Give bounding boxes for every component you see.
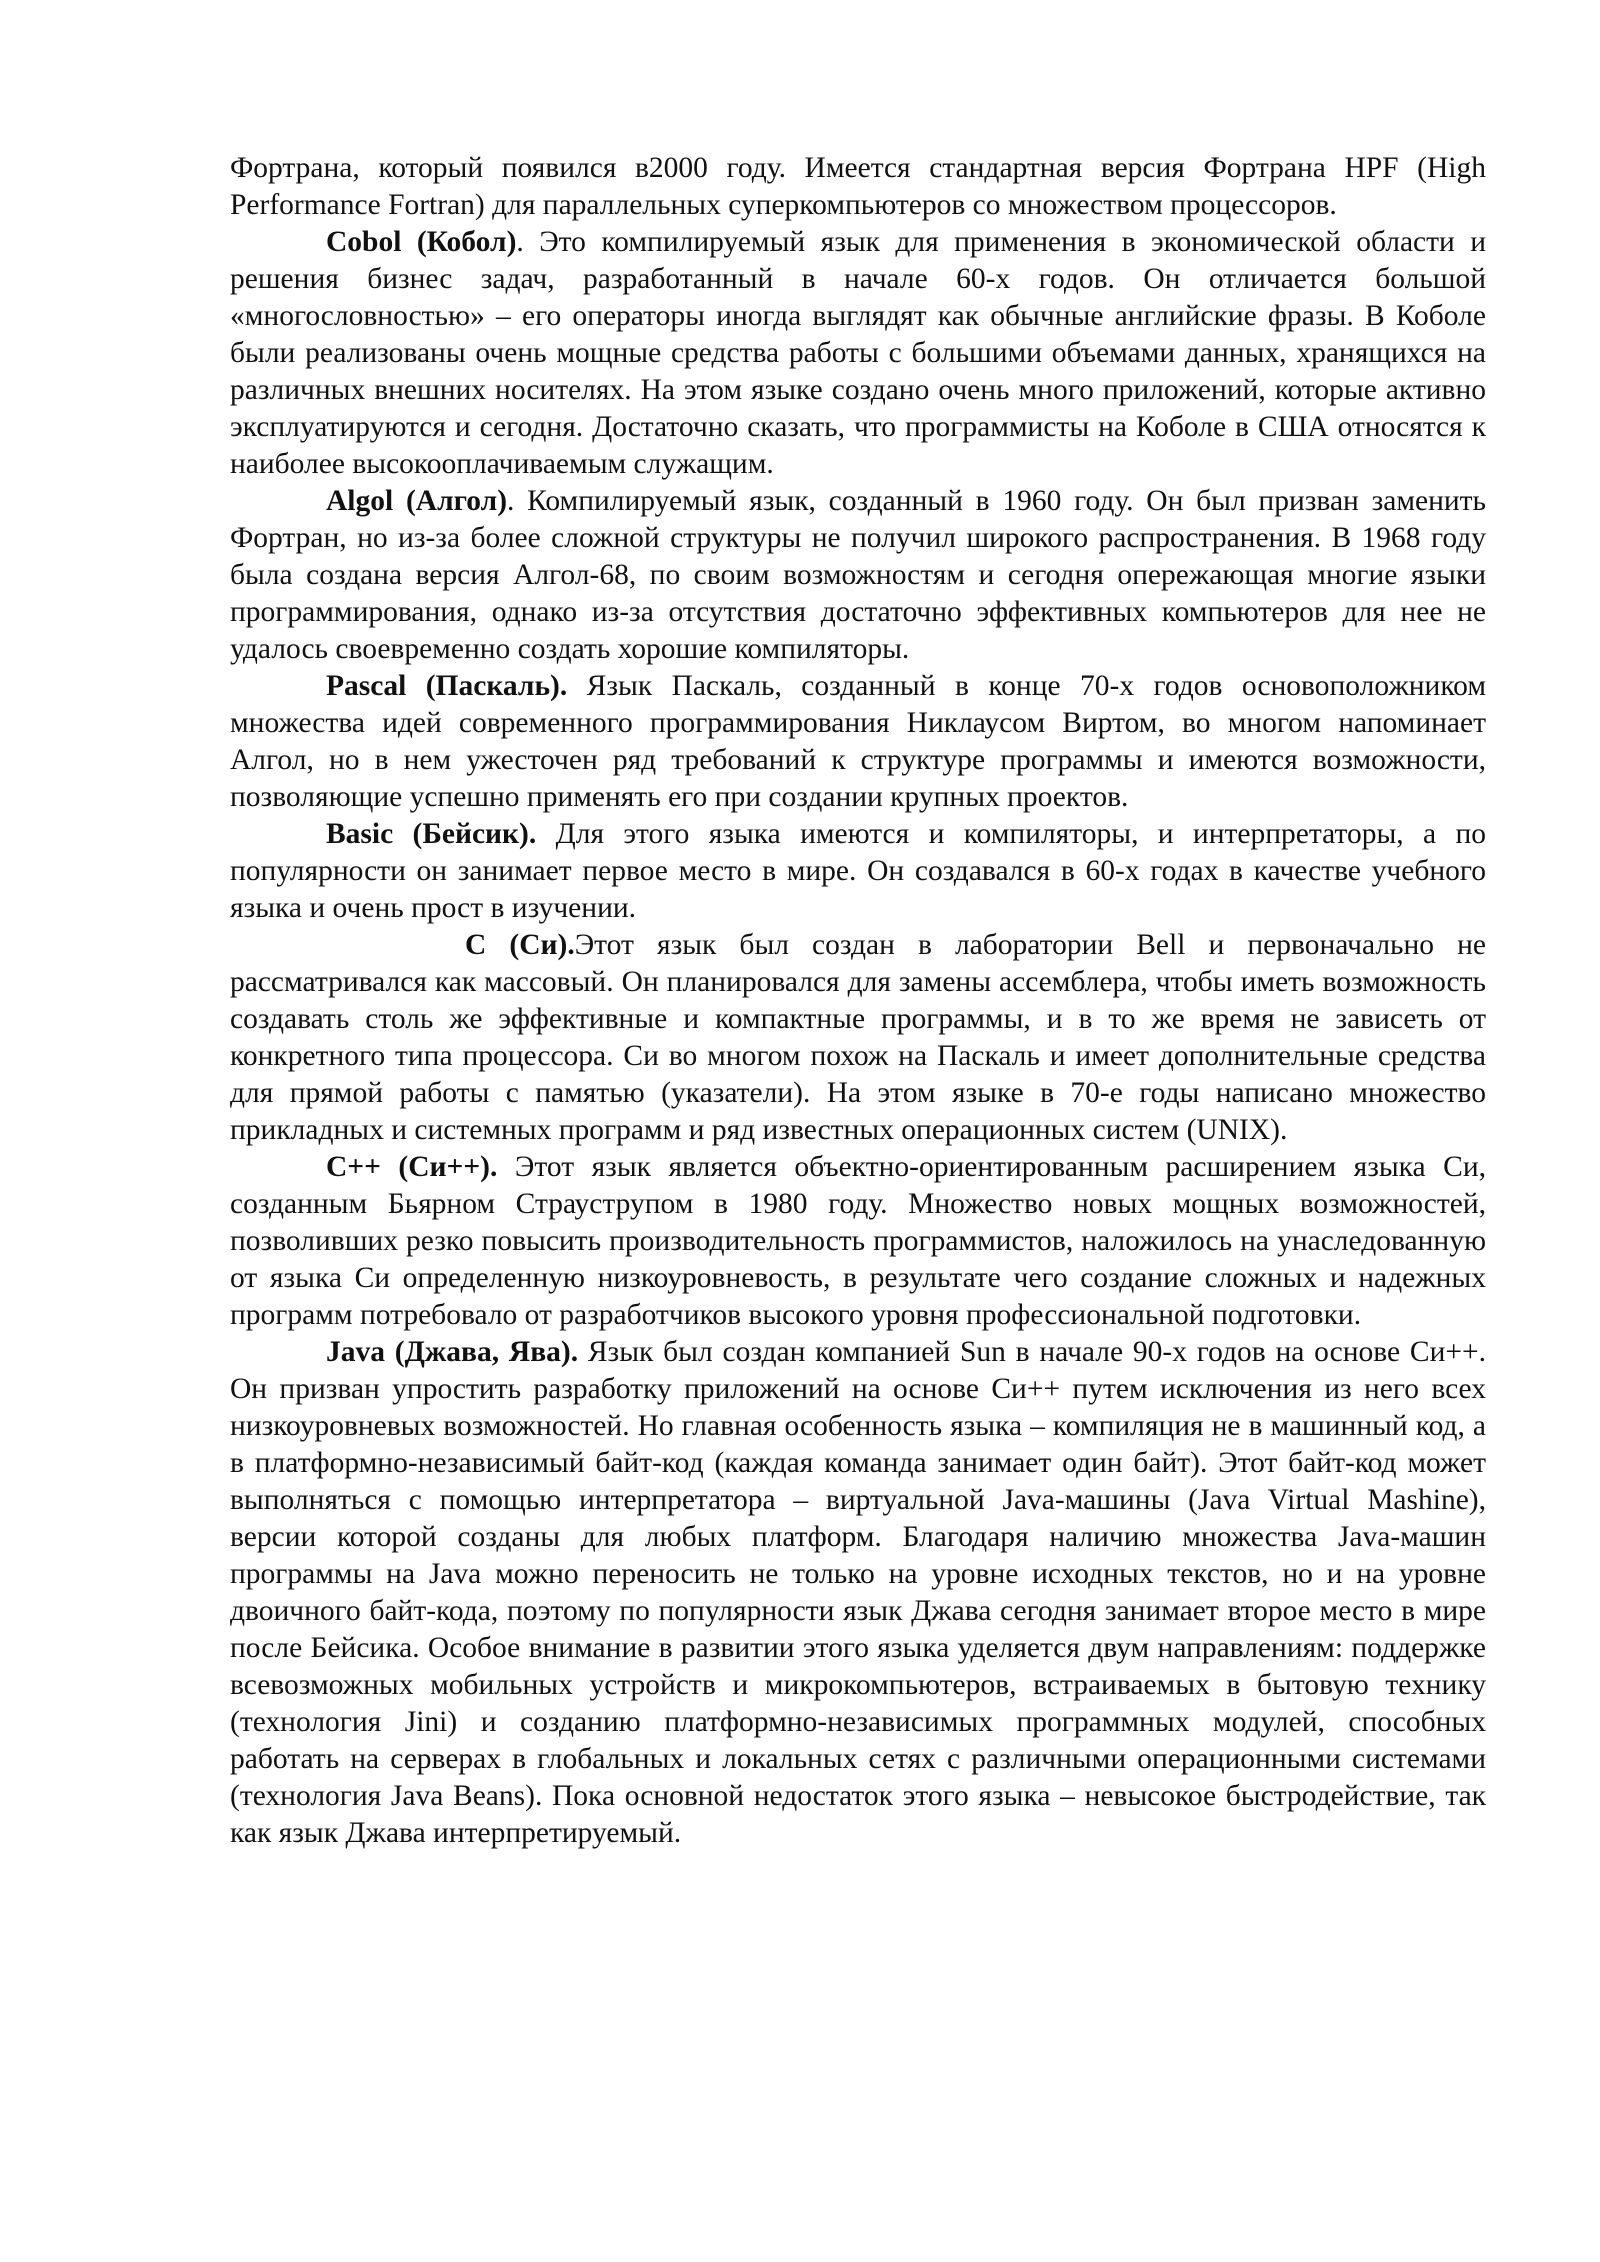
paragraph-c <box>230 927 1486 1149</box>
paragraph-basic <box>230 816 1486 927</box>
paragraph-text: Язык Паскаль, созданный в конце 70-х годов основоположником множества идей современного программирования Никлаусом Виртом, во многом напоминает Алгол, но в нем ужесточен ряд требований к структуре программы и имеются возможности, позволяющие успешно применять его при создании крупных проектов. <box>230 670 1487 813</box>
document-page <box>230 150 1486 1852</box>
term-basic: Basic (Бейсик). <box>326 818 537 850</box>
term-cobol: Cobol (Кобол) <box>326 226 517 258</box>
paragraph-text: . Компилируемый язык, созданный в 1960 году. Он был призван заменить Фортран, но из-за более сложной структуры не получил широкого распространения. В 1968 году была создана версия Алгол-68, по своим возможностям и сегодня опережающая многие языки программирования, однако из-за отсутствия достаточно эффективных компьютеров для нее не удалось своевременно создать хорошие компиляторы. <box>230 485 1486 665</box>
term-algol: Algol (Алгол) <box>326 485 508 517</box>
paragraph-algol <box>230 483 1486 668</box>
term-cpp: C++ (Си++). <box>326 1151 498 1183</box>
term-c: C (Си). <box>465 929 575 961</box>
paragraph-text: Фортрана, который появился в2000 году. Имеется стандартная версия Фортрана HPF (High Performance Fortran) для параллельных суперкомпьютеров со множеством процессоров. <box>230 152 1486 221</box>
paragraph-pascal <box>230 668 1486 816</box>
paragraph-text: Этот язык является объектно-ориентированным расширением языка Си, созданным Бьярном Страуструпом в 1980 году. Множество новых мощных возможностей, позволивших резко повысить производительность программистов, наложилось на унаследованную от языка Си определенную низкоуровневость, в результате чего создание сложных и надежных программ потребовало от разработчиков высокого уровня профессиональной подготовки. <box>230 1151 1486 1331</box>
paragraph-text: Этот язык был создан в лаборатории Bell и первоначально не рассматривался как массовый. Он планировался для замены ассемблера, чтобы иметь возможность создавать столь же эффективные и компактные программы, и в то же время не зависеть от конкретного типа процессора. Си во многом похож на Паскаль и имеет дополнительные средства для прямой работы с памятью (указатели). На этом языке в 70-е годы написано множество прикладных и системных программ и ряд известных операционных систем (UNIX). <box>230 929 1486 1146</box>
paragraph-cpp <box>230 1149 1486 1334</box>
paragraph-text: Язык был создан компанией Sun в начале 90-х годов на основе Си++. Он призван упростить разработку приложений на основе Си++ путем исключения из него всех низкоуровневых возможностей. Но главная особенность языка – компиляция не в машинный код, а в платформно-независимый байт-код (каждая команда занимает один байт). Этот байт-код может выполняться с помощью интерпретатора – виртуальной Java-машины (Java Virtual Mashine), версии которой созданы для любых платформ. Благодаря наличию множества Java-машин программы на Java можно переносить не только на уровне исходных текстов, но и на уровне двоичного байт-кода, поэтому по популярности язык Джава сегодня занимает второе место в мире после Бейсика. Особое внимание в развитии этого языка уделяется двум направлениям: поддержке всевозможных мобильных устройств и микрокомпьютеров, встраиваемых в бытовую технику (технология Jini) и созданию платформно-независимых программных модулей, способных работать на серверах в глобальных и локальных сетях с различными операционными системами (технология Java Beans). Пока основной недостаток этого языка – невысокое быстродействие, так как язык Джава интерпретируемый. <box>230 1336 1487 1849</box>
paragraph-text: . Это компилируемый язык для применения в экономической области и решения бизнес задач, разработанный в начале 60-х годов. Он отличается большой «многословностью» – его операторы иногда выглядят как обычные английские фразы. В Коболе были реализованы очень мощные средства работы с большими объемами данных, хранящихся на различных внешних носителях. На этом языке создано очень много приложений, которые активно эксплуатируются и сегодня. Достаточно сказать, что программисты на Коболе в США относятся к наиболее высокооплачиваемым служащим. <box>230 226 1487 480</box>
paragraph-java <box>230 1334 1486 1852</box>
paragraph-fortran-continuation <box>230 150 1486 224</box>
paragraph-text: Для этого языка имеются и компиляторы, и интерпретаторы, а по популярности он занимает первое место в мире. Он создавался в 60-х годах в качестве учебного языка и очень прост в изучении. <box>230 818 1486 924</box>
term-java: Java (Джава, Ява). <box>326 1336 579 1368</box>
paragraph-cobol <box>230 224 1486 483</box>
term-pascal: Pascal (Паскаль). <box>326 670 568 702</box>
